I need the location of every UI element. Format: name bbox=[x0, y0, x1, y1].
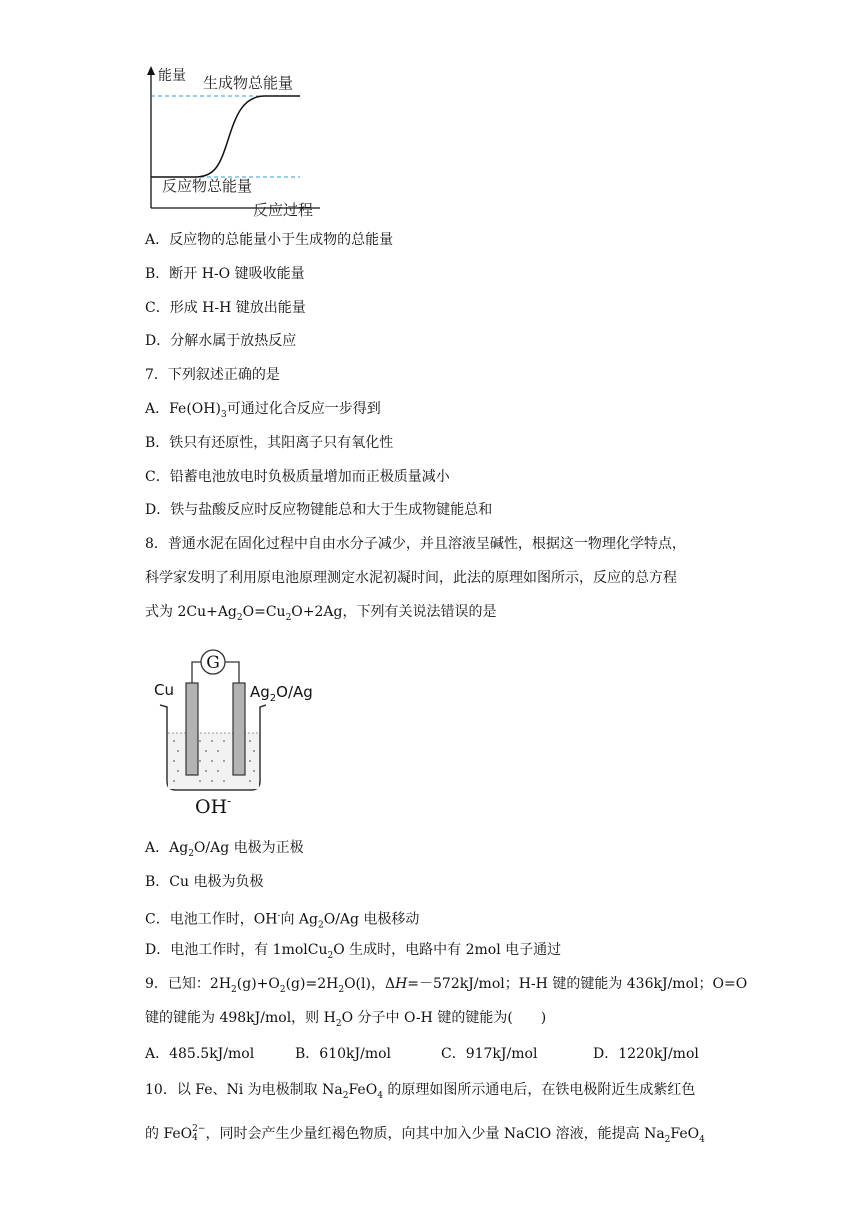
wire-right bbox=[225, 662, 239, 683]
q6-option-b: B．断开 H-O 键吸收能量 bbox=[145, 266, 305, 282]
q9-option-c: C．917kJ/mol bbox=[441, 1046, 538, 1062]
q7-option-a: A．$Fe(OH)_3$可通过化合反应一步得到 bbox=[145, 401, 381, 420]
reactant-energy-label: 反应物总能量 bbox=[162, 177, 253, 195]
cu-electrode-label: Cu bbox=[154, 681, 174, 699]
q7-stem: 7．下列叙述正确的是 bbox=[145, 367, 280, 383]
energy-curve bbox=[151, 96, 300, 177]
q6-option-c: C．形成 H-H 键放出能量 bbox=[145, 300, 306, 316]
q9-option-d: D．1220kJ/mol bbox=[593, 1046, 699, 1062]
q9-option-a: A．485.5kJ/mol bbox=[145, 1046, 255, 1062]
q8-option-b: B．Cu 电极为负极 bbox=[145, 874, 264, 890]
electrolyte-label: OH- bbox=[195, 794, 232, 818]
q9-stem-line-2: 键的键能为 498kJ/mol，则 $H_2O$ 分子中 O-H 键的键能为( ) bbox=[145, 1010, 547, 1029]
wire-left bbox=[192, 662, 201, 683]
q8-stem-line-1: 8．普通水泥在固化过程中自由水分子减少，并且溶液呈碱性，根据这一物理化学特点， bbox=[145, 536, 686, 552]
galvanic-cell-diagram bbox=[150, 645, 340, 820]
ag2o-ag-electrode-label: $Ag_2O/Ag$ bbox=[250, 683, 313, 704]
q6-option-d: D．分解水属于放热反应 bbox=[145, 333, 297, 349]
q10-stem-line-2: 的 FeO 2− 4 ，同时会产生少量红褐色物质，向其中加入少量 NaClO 溶液，能提高 $Na_2FeO_4$ bbox=[145, 1124, 705, 1145]
q7-option-b: B．铁只有还原性，其阳离子只有氧化性 bbox=[145, 435, 394, 451]
ag2o-ag-electrode bbox=[233, 683, 245, 775]
q10-stem-line-1: 10．以 Fe、Ni 为电极制取 $Na_2FeO_4$ 的原理如图所示通电后，在铁电极附近生成紫红色 bbox=[145, 1082, 696, 1101]
q8-option-d: D．电池工作时，有 1molCu$_2$O 生成时，电路中有 2mol 电子通过 bbox=[145, 942, 562, 961]
q9-option-b: B．610kJ/mol bbox=[295, 1046, 392, 1062]
q9-stem-line-1: 9．已知：$2H_2(g)+O_2(g)=2H_2O(l)$，ΔH=－572kJ/mol；H-H 键的键能为 436kJ/mol；O=O bbox=[145, 976, 748, 995]
y-axis-arrow-icon bbox=[147, 66, 155, 75]
y-axis-label: 能量 bbox=[158, 68, 186, 84]
q8-option-c: C．电池工作时，OH-向 $Ag_2O/Ag$ 电极移动 bbox=[145, 911, 420, 931]
product-energy-label: 生成物总能量 bbox=[203, 74, 294, 92]
galvanometer-label: G bbox=[206, 653, 220, 673]
q7-option-d: D．铁与盐酸反应时反应物键能总和大于生成物键能总和 bbox=[145, 502, 493, 518]
q6-option-a: A．反应物的总能量小于生成物的总能量 bbox=[145, 232, 394, 248]
energy-diagram bbox=[140, 60, 340, 225]
cu-electrode bbox=[186, 683, 198, 775]
q8-stem-line-3: 式为 $2Cu+Ag_2O=Cu_2O+2Ag$，下列有关说法错误的是 bbox=[145, 604, 497, 623]
q7-option-c: C．铅蓄电池放电时负极质量增加而正极质量减小 bbox=[145, 469, 450, 485]
x-axis-label: 反应过程 bbox=[253, 201, 314, 219]
q8-option-a: A．$Ag_2O/Ag$ 电极为正极 bbox=[145, 840, 304, 859]
q8-stem-line-2: 科学家发明了利用原电池原理测定水泥初凝时间，此法的原理如图所示，反应的总方程 bbox=[145, 570, 677, 586]
